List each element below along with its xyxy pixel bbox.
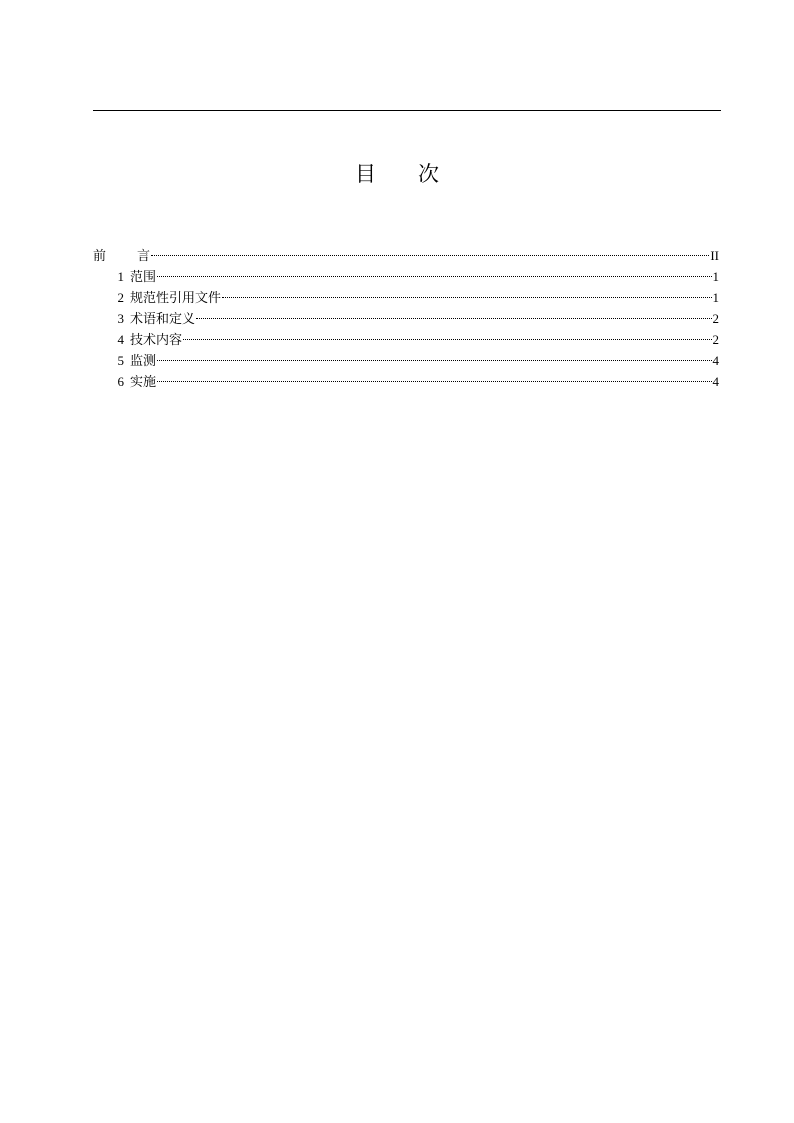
toc-page-number: II — [710, 248, 719, 263]
toc-entry-preface[interactable] — [93, 245, 719, 266]
toc-item-number: 2 — [117, 290, 124, 305]
dot-leader — [222, 297, 711, 298]
toc-entry-6[interactable] — [93, 371, 719, 392]
toc-item-label: 范围 — [130, 270, 157, 285]
toc-page-number: 4 — [712, 374, 719, 389]
toc-page-number: 4 — [712, 353, 719, 368]
toc-page-number: 1 — [712, 290, 719, 305]
toc-entry-2[interactable] — [93, 287, 719, 308]
toc-entry-4[interactable] — [93, 329, 719, 350]
toc-item-number: 3 — [117, 311, 124, 326]
toc-item-label: 实施 — [130, 375, 157, 390]
title-char-2: 次 — [418, 162, 439, 186]
toc-entry-1[interactable] — [93, 266, 719, 287]
toc-entry-3[interactable] — [93, 308, 719, 329]
toc-item-number: 6 — [117, 374, 124, 389]
preface-char-2: 言 — [137, 249, 151, 264]
header-rule — [93, 110, 721, 111]
dot-leader — [183, 339, 711, 340]
toc-item-label: 监测 — [130, 354, 157, 369]
dot-leader — [157, 276, 711, 277]
toc-item-label: 技术内容 — [130, 333, 183, 348]
preface-char-1: 前 — [93, 249, 107, 264]
title-char-1: 目 — [355, 162, 376, 186]
toc-page-number: 1 — [712, 269, 719, 284]
dot-leader — [157, 381, 711, 382]
dot-leader — [151, 255, 709, 256]
toc-item-label: 术语和定义 — [130, 312, 196, 327]
dot-leader — [157, 360, 711, 361]
table-of-contents — [93, 245, 719, 392]
toc-item-number: 4 — [117, 332, 124, 347]
toc-page-number: 2 — [712, 332, 719, 347]
toc-page-number: 2 — [712, 311, 719, 326]
toc-item-number: 5 — [117, 353, 124, 368]
dot-leader — [196, 318, 711, 319]
page-title — [0, 158, 794, 188]
toc-entry-5[interactable] — [93, 350, 719, 371]
toc-item-label: 规范性引用文件 — [130, 291, 222, 306]
toc-item-number: 1 — [117, 269, 124, 284]
